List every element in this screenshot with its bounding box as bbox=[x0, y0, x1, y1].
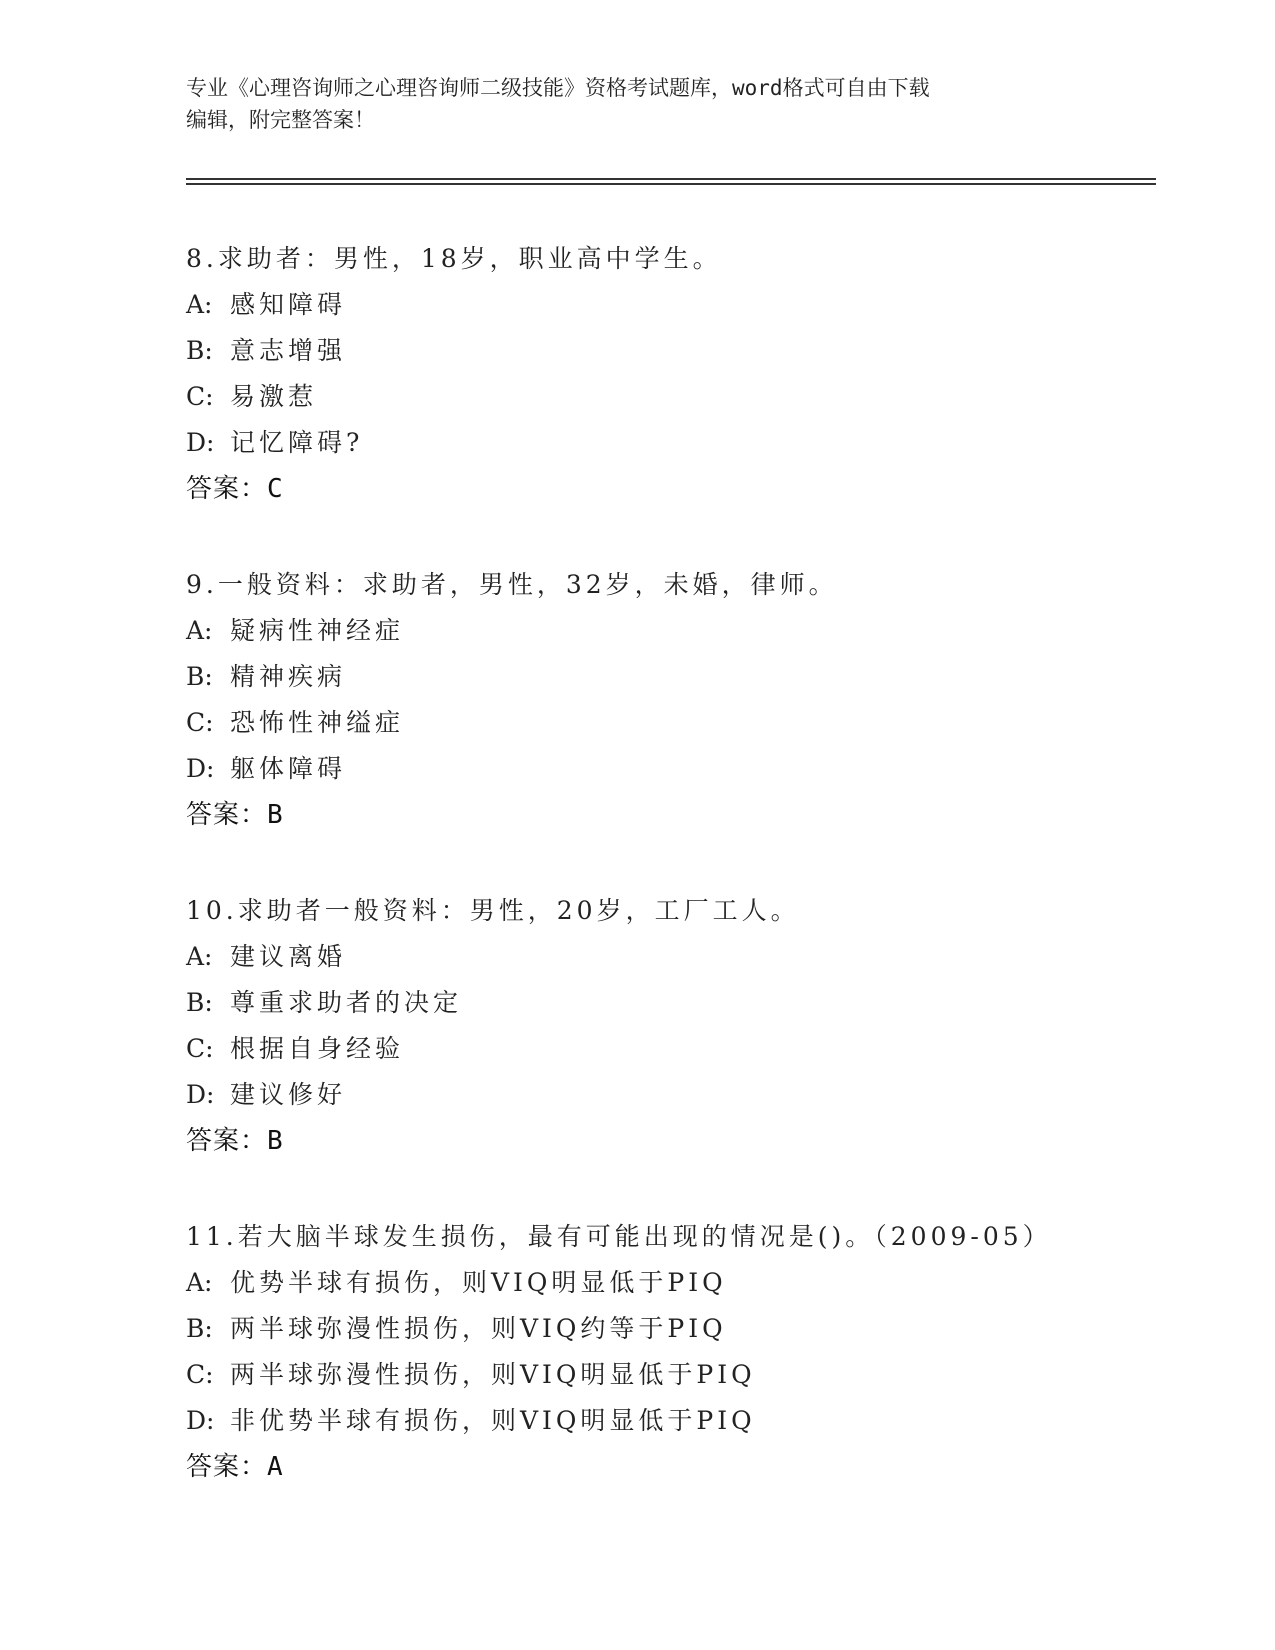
option-text: 易激惹 bbox=[230, 382, 318, 411]
option-key: A: bbox=[186, 942, 213, 971]
option-key: D: bbox=[186, 1080, 215, 1109]
option-b bbox=[186, 654, 1156, 700]
header-divider-top bbox=[186, 178, 1156, 180]
option-key: B: bbox=[186, 336, 213, 365]
option-text: 优势半球有损伤，则VIQ明显低于PIQ bbox=[230, 1268, 727, 1297]
option-key: B: bbox=[186, 1314, 213, 1343]
option-key: D: bbox=[186, 1406, 215, 1435]
option-text: 记忆障碍? bbox=[230, 428, 364, 457]
option-key: B: bbox=[186, 662, 213, 691]
answer-value: B bbox=[267, 1126, 283, 1156]
option-key: C: bbox=[186, 1034, 214, 1063]
option-text: 恐怖性神缢症 bbox=[230, 708, 405, 737]
option-text: 尊重求助者的决定 bbox=[230, 988, 463, 1017]
option-b bbox=[186, 980, 1156, 1026]
header-line-2: 编辑，附完整答案！ bbox=[186, 108, 375, 132]
question-stem: 8.求助者：男性，18岁，职业高中学生。 bbox=[186, 244, 722, 273]
option-key: C: bbox=[186, 1360, 214, 1389]
header-line-1: 专业《心理咨询师之心理咨询师二级技能》资格考试题库，word格式可自由下载 bbox=[186, 76, 930, 100]
header-divider-bottom bbox=[186, 183, 1156, 185]
option-d bbox=[186, 1072, 1156, 1118]
option-text: 意志增强 bbox=[230, 336, 347, 365]
option-key: D: bbox=[186, 428, 215, 457]
question-list bbox=[186, 236, 1156, 1540]
answer-value: A bbox=[267, 1452, 283, 1482]
document-header bbox=[186, 72, 1066, 136]
answer-line bbox=[186, 1444, 1156, 1490]
option-b bbox=[186, 328, 1156, 374]
option-c bbox=[186, 374, 1156, 420]
option-c bbox=[186, 700, 1156, 746]
option-text: 非优势半球有损伤，则VIQ明显低于PIQ bbox=[230, 1406, 756, 1435]
option-a bbox=[186, 934, 1156, 980]
option-a bbox=[186, 608, 1156, 654]
option-d bbox=[186, 1398, 1156, 1444]
option-key: A: bbox=[186, 290, 213, 319]
option-text: 感知障碍 bbox=[230, 290, 347, 319]
option-key: D: bbox=[186, 754, 215, 783]
option-text: 疑病性神经症 bbox=[230, 616, 405, 645]
option-text: 根据自身经验 bbox=[230, 1034, 405, 1063]
option-a bbox=[186, 282, 1156, 328]
option-text: 建议修好 bbox=[230, 1080, 347, 1109]
question-8 bbox=[186, 236, 1156, 512]
option-text: 建议离婚 bbox=[230, 942, 347, 971]
question-11 bbox=[186, 1214, 1156, 1490]
option-c bbox=[186, 1026, 1156, 1072]
option-key: C: bbox=[186, 708, 214, 737]
option-a bbox=[186, 1260, 1156, 1306]
option-text: 躯体障碍 bbox=[230, 754, 347, 783]
question-9 bbox=[186, 562, 1156, 838]
answer-line bbox=[186, 792, 1156, 838]
option-text: 精神疾病 bbox=[230, 662, 347, 691]
option-b bbox=[186, 1306, 1156, 1352]
answer-label: 答案： bbox=[186, 1126, 268, 1156]
question-10 bbox=[186, 888, 1156, 1164]
option-d bbox=[186, 746, 1156, 792]
answer-value: B bbox=[267, 800, 283, 830]
option-c bbox=[186, 1352, 1156, 1398]
option-key: C: bbox=[186, 382, 214, 411]
option-key: A: bbox=[186, 1268, 213, 1297]
question-stem: 9.一般资料：求助者，男性，32岁，未婚，律师。 bbox=[186, 570, 838, 599]
question-stem: 11.若大脑半球发生损伤，最有可能出现的情况是()。（2009-05） bbox=[186, 1222, 1052, 1251]
option-text: 两半球弥漫性损伤，则VIQ明显低于PIQ bbox=[230, 1360, 756, 1389]
answer-value: C bbox=[267, 474, 283, 504]
answer-label: 答案： bbox=[186, 474, 268, 504]
option-text: 两半球弥漫性损伤，则VIQ约等于PIQ bbox=[230, 1314, 727, 1343]
option-key: A: bbox=[186, 616, 213, 645]
answer-line bbox=[186, 466, 1156, 512]
answer-line bbox=[186, 1118, 1156, 1164]
option-key: B: bbox=[186, 988, 213, 1017]
option-d bbox=[186, 420, 1156, 466]
answer-label: 答案： bbox=[186, 800, 268, 830]
answer-label: 答案： bbox=[186, 1452, 268, 1482]
question-stem: 10.求助者一般资料：男性，20岁，工厂工人。 bbox=[186, 896, 800, 925]
